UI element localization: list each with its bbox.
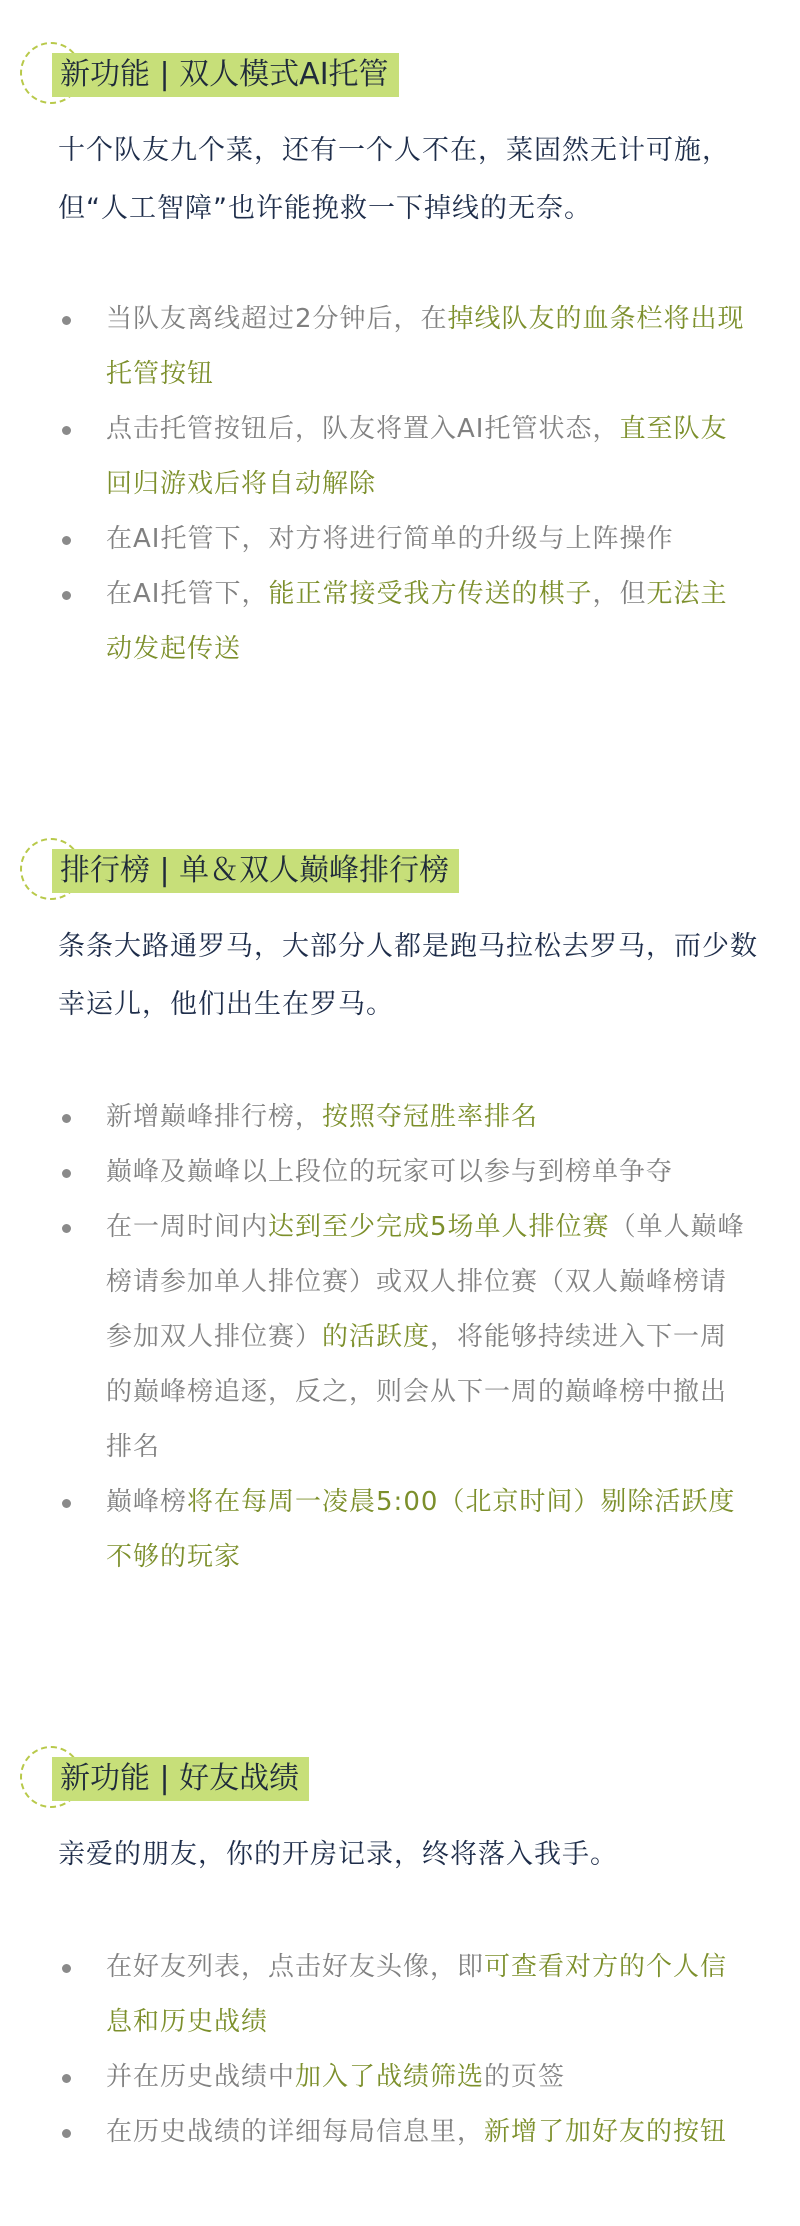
highlight-text: 达到至少完成5场单人排位赛: [268, 1212, 610, 1242]
bullet-dot-icon: [62, 2074, 71, 2083]
list-item: 并在历史战绩中加入了战绩筛选的页签: [106, 2050, 746, 2105]
bullet-dot-icon: [62, 591, 71, 600]
highlight-text: 按照夺冠胜率排名: [322, 1102, 539, 1132]
highlight-text: 直至队友回归游戏后将自动解除: [106, 414, 728, 499]
section-title: 新功能 | 双人模式AI托管: [52, 53, 399, 97]
bullet-list: [106, 292, 746, 677]
bullet-dot-icon: [62, 1114, 71, 1123]
bullet-dot-icon: [62, 2129, 71, 2138]
highlight-text: 可查看对方的个人信息和历史战绩: [106, 1952, 728, 2037]
list-item: 新增巅峰排行榜，按照夺冠胜率排名: [106, 1090, 746, 1145]
bullet-dot-icon: [62, 316, 71, 325]
list-item: 点击托管按钮后，队友将置入AI托管状态，直至队友回归游戏后将自动解除: [106, 402, 746, 512]
bullet-dot-icon: [62, 1169, 71, 1178]
highlight-text: 无法主动发起传送: [106, 579, 728, 664]
highlight-text: 将在每周一凌晨5:00（北京时间）剔除活跃度不够的玩家: [106, 1487, 736, 1572]
list-item: 在AI托管下，能正常接受我方传送的棋子，但无法主动发起传送: [106, 567, 746, 677]
section-title: 新功能 | 好友战绩: [52, 1757, 309, 1801]
section-intro: 亲爱的朋友，你的开房记录，终将落入我手。: [58, 1839, 618, 1870]
list-item: 巅峰榜将在每周一凌晨5:00（北京时间）剔除活跃度不够的玩家: [106, 1475, 746, 1585]
list-item: 在好友列表，点击好友头像，即可查看对方的个人信息和历史战绩: [106, 1940, 746, 2050]
list-item: 在历史战绩的详细每局信息里，新增了加好友的按钮: [106, 2105, 746, 2160]
highlight-text: 的活跃度: [322, 1322, 431, 1352]
list-item: 在一周时间内达到至少完成5场单人排位赛（单人巅峰榜请参加单人排位赛）或双人排位赛（双人巅峰榜请参加双人排位赛）的活跃度，将能够持续进入下一周的巅峰榜追逐，反之，则会从下一周的巅峰榜中撤出排名: [106, 1200, 746, 1475]
bullet-dot-icon: [62, 426, 71, 435]
section-intro: 条条大路通罗马，大部分人都是跑马拉松去罗马，而少数幸运儿，他们出生在罗马。: [58, 931, 758, 1020]
section-intro: 十个队友九个菜，还有一个人不在，菜固然无计可施，但“人工智障”也许能挽救一下掉线的无奈。: [58, 135, 730, 224]
list-item: 在AI托管下，对方将进行简单的升级与上阵操作: [106, 512, 746, 567]
bullet-dot-icon: [62, 1224, 71, 1233]
bullet-dot-icon: [62, 1964, 71, 1973]
bullet-list: [106, 1090, 746, 1585]
highlight-text: 能正常接受我方传送的棋子: [268, 579, 593, 609]
highlight-text: 加入了战绩筛选: [295, 2062, 485, 2092]
section-title: 排行榜 | 单＆双人巅峰排行榜: [52, 849, 459, 893]
highlight-text: 掉线队友的血条栏将出现托管按钮: [106, 304, 745, 389]
bullet-list: [106, 1940, 746, 2160]
bullet-dot-icon: [62, 536, 71, 545]
list-item: 巅峰及巅峰以上段位的玩家可以参与到榜单争夺: [106, 1145, 746, 1200]
highlight-text: 新增了加好友的按钮: [484, 2117, 728, 2147]
bullet-dot-icon: [62, 1499, 71, 1508]
list-item: 当队友离线超过2分钟后，在掉线队友的血条栏将出现托管按钮: [106, 292, 746, 402]
